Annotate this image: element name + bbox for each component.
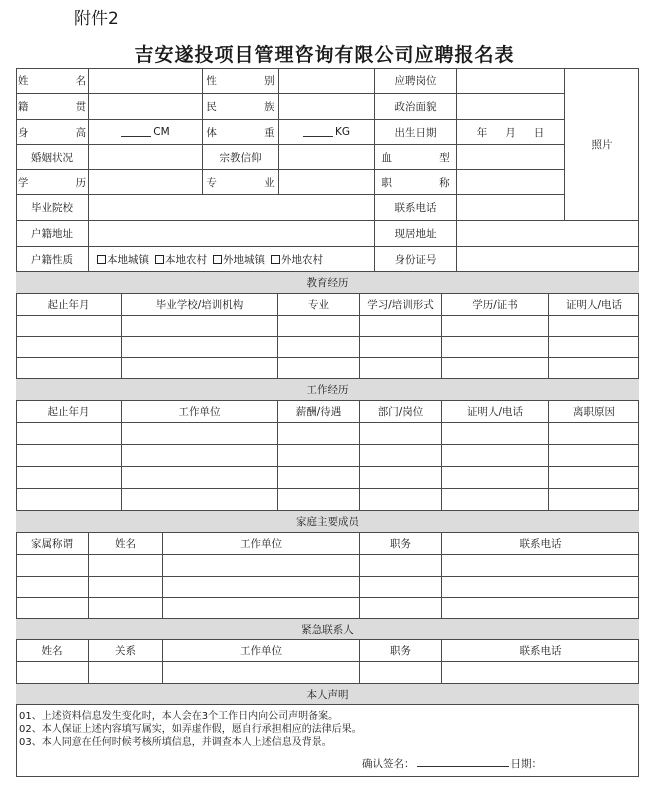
signature-field[interactable] xyxy=(417,757,509,767)
current-address-field[interactable] xyxy=(457,221,639,247)
ethnicity-label: 民 族 xyxy=(203,94,279,120)
work-cell[interactable] xyxy=(278,445,360,467)
emergency-cell[interactable] xyxy=(16,662,89,684)
edu-cell[interactable] xyxy=(16,337,122,358)
work-cell[interactable] xyxy=(442,445,549,467)
date-label: 日期： xyxy=(510,758,542,770)
height-label: 身 高 xyxy=(16,120,89,145)
checkbox-local-rural[interactable] xyxy=(155,255,164,264)
edu-cell[interactable] xyxy=(278,337,360,358)
emergency-col-relation: 关系 xyxy=(89,640,163,662)
work-cell[interactable] xyxy=(442,467,549,489)
native-place-label: 籍 贯 xyxy=(16,94,89,120)
work-cell[interactable] xyxy=(122,423,278,445)
phone-label: 联系电话 xyxy=(375,195,457,221)
education-field[interactable] xyxy=(89,170,203,195)
gender-label: 性 别 xyxy=(203,68,279,94)
family-cell[interactable] xyxy=(360,555,442,577)
emergency-col-job: 职务 xyxy=(360,640,442,662)
edu-cell[interactable] xyxy=(122,358,278,379)
work-cell[interactable] xyxy=(360,423,442,445)
height-field[interactable] xyxy=(89,120,203,145)
application-form xyxy=(16,68,639,777)
work-cell[interactable] xyxy=(16,467,122,489)
family-cell[interactable] xyxy=(89,598,163,619)
family-col-phone: 联系电话 xyxy=(442,533,639,555)
edu-cell[interactable] xyxy=(360,337,442,358)
gender-field[interactable] xyxy=(279,68,375,94)
family-col-relation: 家属称谓 xyxy=(16,533,89,555)
option-nonlocal-urban: 外地城镇 xyxy=(223,253,265,266)
family-cell[interactable] xyxy=(442,598,639,619)
work-cell[interactable] xyxy=(442,489,549,511)
emergency-col-name: 姓名 xyxy=(16,640,89,662)
work-cell[interactable] xyxy=(360,445,442,467)
family-cell[interactable] xyxy=(16,598,89,619)
option-local-urban: 本地城镇 xyxy=(107,253,149,266)
birth-date-label: 出生日期 xyxy=(375,120,457,145)
blood-type-field[interactable] xyxy=(457,145,565,170)
name-label: 姓 名 xyxy=(16,68,89,94)
emergency-section-header: 紧急联系人 xyxy=(16,619,639,640)
work-cell[interactable] xyxy=(16,445,122,467)
work-cell[interactable] xyxy=(549,445,639,467)
weight-label: 体 重 xyxy=(203,120,279,145)
major-label: 专 业 xyxy=(203,170,279,195)
id-number-field[interactable] xyxy=(457,247,639,272)
day-label: 日 xyxy=(533,126,545,139)
hukou-address-field[interactable] xyxy=(89,221,375,247)
family-cell[interactable] xyxy=(163,577,360,598)
religion-label: 宗教信仰 xyxy=(203,145,279,170)
family-section-header: 家庭主要成员 xyxy=(16,511,639,533)
checkbox-nonlocal-rural[interactable] xyxy=(271,255,280,264)
work-cell[interactable] xyxy=(278,467,360,489)
family-cell[interactable] xyxy=(360,577,442,598)
work-cell[interactable] xyxy=(122,489,278,511)
professional-title-field[interactable] xyxy=(457,170,565,195)
declaration-section-header: 本人声明 xyxy=(16,684,639,705)
work-cell[interactable] xyxy=(16,489,122,511)
work-cell[interactable] xyxy=(122,467,278,489)
work-col-leave-reason: 离职原因 xyxy=(549,401,639,423)
photo-label: 照片 xyxy=(591,138,613,151)
edu-cell[interactable] xyxy=(442,337,549,358)
emergency-cell[interactable] xyxy=(163,662,360,684)
edu-col-period: 起止年月 xyxy=(16,294,122,316)
form-title: 吉安遂投项目管理咨询有限公司应聘报名表 xyxy=(134,44,515,66)
blood-type-label: 血 型 xyxy=(375,145,457,170)
edu-cell[interactable] xyxy=(549,337,639,358)
phone-field[interactable] xyxy=(457,195,565,221)
edu-cell[interactable] xyxy=(278,316,360,337)
weight-field[interactable] xyxy=(279,120,375,145)
family-cell[interactable] xyxy=(89,555,163,577)
declaration-line-2: 02、本人保证上述内容填写属实，如弄虚作假，愿自行承担相应的法律后果。 xyxy=(19,724,362,735)
family-cell[interactable] xyxy=(442,577,639,598)
current-address-label: 现居地址 xyxy=(375,221,457,247)
emergency-col-phone: 联系电话 xyxy=(442,640,639,662)
year-label: 年 xyxy=(476,126,488,139)
signature-line xyxy=(362,756,572,771)
family-cell[interactable] xyxy=(16,577,89,598)
id-number-label: 身份证号 xyxy=(375,247,457,272)
ethnicity-field[interactable] xyxy=(279,94,375,120)
emergency-col-employer: 工作单位 xyxy=(163,640,360,662)
position-label: 应聘岗位 xyxy=(375,68,457,94)
edu-col-reference: 证明人/电话 xyxy=(549,294,639,316)
marital-status-label: 婚姻状况 xyxy=(16,145,89,170)
attachment-label: 附件2 xyxy=(74,9,119,29)
edu-col-format: 学习/培训形式 xyxy=(360,294,442,316)
family-cell[interactable] xyxy=(163,555,360,577)
work-cell[interactable] xyxy=(16,423,122,445)
checkbox-nonlocal-urban[interactable] xyxy=(213,255,222,264)
edu-cell[interactable] xyxy=(278,358,360,379)
work-col-department: 部门/岗位 xyxy=(360,401,442,423)
work-cell[interactable] xyxy=(442,423,549,445)
month-label: 月 xyxy=(505,126,516,139)
family-col-employer: 工作单位 xyxy=(163,533,360,555)
work-col-period: 起止年月 xyxy=(16,401,122,423)
emergency-cell[interactable] xyxy=(442,662,639,684)
hukou-type-label: 户籍性质 xyxy=(16,247,89,272)
name-field[interactable] xyxy=(89,68,203,94)
edu-cell[interactable] xyxy=(442,358,549,379)
edu-cell[interactable] xyxy=(122,337,278,358)
work-cell[interactable] xyxy=(549,423,639,445)
work-cell[interactable] xyxy=(360,467,442,489)
work-col-reference: 证明人/电话 xyxy=(442,401,549,423)
edu-cell[interactable] xyxy=(442,316,549,337)
edu-cell[interactable] xyxy=(360,316,442,337)
checkbox-local-urban[interactable] xyxy=(97,255,106,264)
marital-status-field[interactable] xyxy=(89,145,203,170)
work-col-employer: 工作单位 xyxy=(122,401,278,423)
family-col-name: 姓名 xyxy=(89,533,163,555)
family-cell[interactable] xyxy=(163,598,360,619)
photo-box[interactable] xyxy=(565,68,639,221)
edu-cell[interactable] xyxy=(549,316,639,337)
emergency-cell[interactable] xyxy=(89,662,163,684)
edu-col-school: 毕业学校/培训机构 xyxy=(122,294,278,316)
weight-unit: KG xyxy=(334,126,351,138)
political-status-field[interactable] xyxy=(457,94,565,120)
edu-cell[interactable] xyxy=(16,316,122,337)
edu-cell[interactable] xyxy=(16,358,122,379)
hukou-address-label: 户籍地址 xyxy=(16,221,89,247)
edu-col-degree: 学历/证书 xyxy=(442,294,549,316)
option-nonlocal-rural: 外地农村 xyxy=(281,253,323,266)
school-field[interactable] xyxy=(89,195,375,221)
professional-title-label: 职 称 xyxy=(375,170,457,195)
work-cell[interactable] xyxy=(549,489,639,511)
family-cell[interactable] xyxy=(16,555,89,577)
political-status-label: 政治面貌 xyxy=(375,94,457,120)
option-local-rural: 本地农村 xyxy=(165,253,207,266)
work-cell[interactable] xyxy=(278,423,360,445)
declaration-line-1: 01、上述资料信息发生变化时，本人会在3个工作日内向公司声明备案。 xyxy=(19,711,339,722)
declaration-line-3: 03、本人同意在任何时候考核所填信息，并调查本人上述信息及背景。 xyxy=(19,737,332,748)
emergency-cell[interactable] xyxy=(360,662,442,684)
edu-cell[interactable] xyxy=(122,316,278,337)
position-field[interactable] xyxy=(457,68,565,94)
work-col-salary: 薪酬/待遇 xyxy=(278,401,360,423)
education-label: 学 历 xyxy=(16,170,89,195)
family-cell[interactable] xyxy=(360,598,442,619)
education-section-header: 教育经历 xyxy=(16,272,639,294)
edu-cell[interactable] xyxy=(549,358,639,379)
work-cell[interactable] xyxy=(360,489,442,511)
work-cell[interactable] xyxy=(122,445,278,467)
native-place-field[interactable] xyxy=(89,94,203,120)
major-field[interactable] xyxy=(279,170,375,195)
birth-date-field[interactable] xyxy=(457,120,565,145)
edu-col-major: 专业 xyxy=(278,294,360,316)
edu-cell[interactable] xyxy=(360,358,442,379)
school-label: 毕业院校 xyxy=(16,195,89,221)
family-col-job: 职务 xyxy=(360,533,442,555)
religion-field[interactable] xyxy=(279,145,375,170)
height-unit: CM xyxy=(153,126,170,138)
work-section-header: 工作经历 xyxy=(16,379,639,401)
hukou-type-options xyxy=(89,247,375,272)
work-cell[interactable] xyxy=(549,467,639,489)
family-cell[interactable] xyxy=(442,555,639,577)
family-cell[interactable] xyxy=(89,577,163,598)
sign-label: 确认签名： xyxy=(362,758,415,770)
work-cell[interactable] xyxy=(278,489,360,511)
